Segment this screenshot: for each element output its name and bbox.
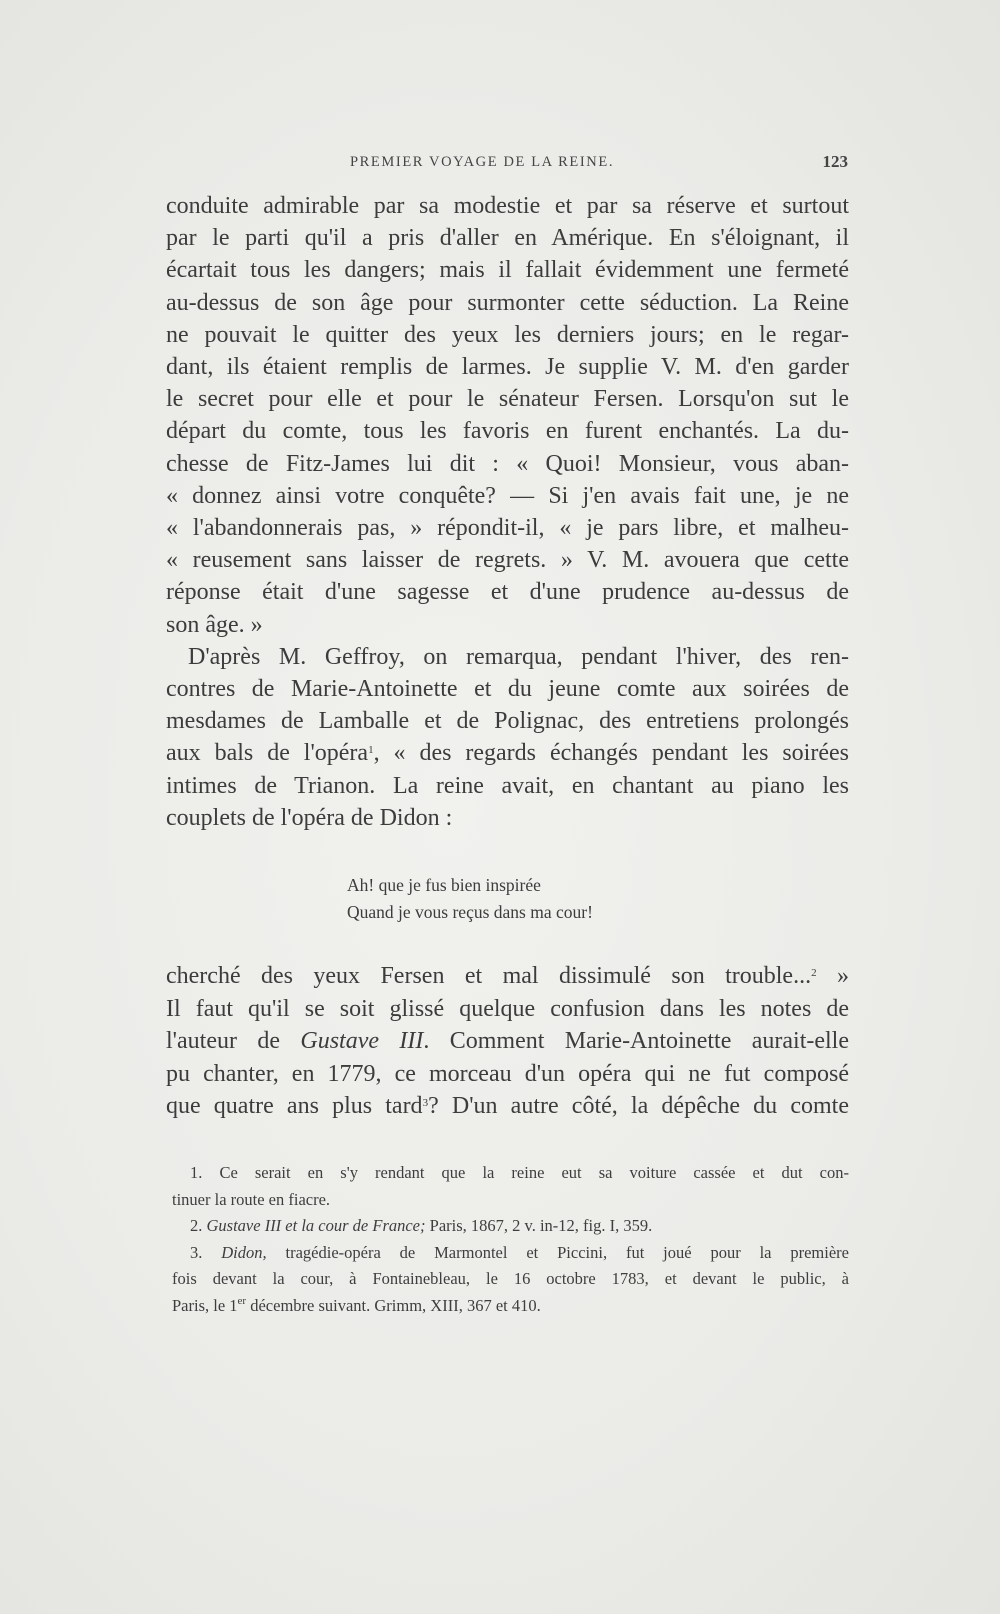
- running-title: PREMIER VOYAGE DE LA REINE.: [350, 154, 615, 170]
- text-fragment: Paris, le 1: [172, 1295, 238, 1315]
- footnote-ref: 3: [422, 1097, 429, 1109]
- text-fragment: cherché des yeux Fersen et mal dissimulé son trouble...: [166, 963, 812, 989]
- text-line: Il faut qu'il se soit glissé quelque confusion dans les notes de: [166, 995, 849, 1022]
- text-fragment: ? D'un autre côté, la dépêche du comte: [428, 1093, 849, 1119]
- text-line: « reusement sans laisser de regrets. » V. M. avouera que cette: [166, 547, 849, 574]
- text-line: réponse était d'une sagesse et d'une prudence au-dessus de: [166, 579, 849, 606]
- text-line: couplets de l'opéra de Didon :: [166, 804, 453, 831]
- text-fragment: que quatre ans plus tard: [166, 1093, 423, 1119]
- footnote-ref: 2: [811, 967, 817, 979]
- text-line: [166, 1025, 849, 1058]
- text-fragment: Paris, 1867, 2 v. in-12, fig. I, 359.: [425, 1216, 653, 1235]
- footnote-2: [172, 1213, 849, 1240]
- footnote-3: [172, 1240, 849, 1267]
- footnote-number: 2.: [190, 1216, 207, 1235]
- text-fragment: décembre suivant. Grimm, XIII, 367 et 410.: [246, 1295, 541, 1315]
- text-line: départ du comte, tous les favoris en furent enchantés. La du-: [166, 418, 849, 445]
- text-line: D'après M. Geffroy, on remarqua, pendant l'hiver, des ren-: [188, 643, 849, 670]
- text-line: mesdames de Lamballe et de Polignac, des entretiens prolongés: [166, 708, 849, 735]
- text-line: au-dessus de son âge pour surmonter cette séduction. La Reine: [166, 289, 849, 316]
- text-line: écartait tous les dangers; mais il fallait évidemment une fermeté: [166, 257, 849, 284]
- verse-line: Quand je vous reçus dans ma cour!: [347, 902, 593, 922]
- text-line: dant, ils étaient remplis de larmes. Je supplie V. M. d'en garder: [166, 354, 849, 381]
- text-line: son âge. »: [166, 611, 263, 638]
- text-line-with-footnote: [166, 960, 849, 993]
- footnote-3-cont: fois devant la cour, à Fontainebleau, le 16 octobre 1783, et devant le public, à: [172, 1269, 849, 1288]
- text-fragment: . Comment Marie-Antoinette aurait-elle: [423, 1028, 850, 1054]
- text-line: ne pouvait le quitter des yeux les derniers jours; en le regar-: [166, 321, 849, 348]
- text-line: intimes de Trianon. La reine avait, en chantant au piano les: [166, 772, 849, 799]
- work-title: Didon,: [221, 1242, 267, 1262]
- footnote-1-cont: tinuer la route en fiacre.: [172, 1189, 331, 1209]
- page-number: 123: [822, 152, 848, 171]
- footnotes: [172, 1160, 849, 1319]
- footnote-1: 1. Ce serait en s'y rendant que la reine eut sa voiture cassée et dut con-: [190, 1163, 849, 1182]
- text-line: conduite admirable par sa modestie et par sa réserve et surtout: [166, 193, 849, 219]
- work-title: Gustave III: [300, 1028, 424, 1054]
- text-line: pu chanter, en 1779, ce morceau d'un opéra qui ne fut composé: [166, 1060, 849, 1087]
- main-text-continued: [166, 960, 849, 1123]
- text-fragment: »: [816, 963, 849, 989]
- text-line: le secret pour elle et pour le sénateur Fersen. Lorsqu'on sut le: [166, 386, 849, 413]
- text-line-with-footnote: [166, 1090, 849, 1123]
- text-line: par le parti qu'il a pris d'aller en Amérique. En s'éloignant, il: [166, 225, 849, 252]
- text-fragment: aux bals de l'opéra: [166, 740, 369, 767]
- text-line-with-footnote: [166, 737, 849, 769]
- text-fragment: l'auteur de: [166, 1028, 301, 1054]
- main-text: [166, 190, 849, 834]
- footnote-number: 3.: [190, 1242, 222, 1262]
- footnote-3-cont: [172, 1293, 849, 1320]
- text-line: contres de Marie-Antoinette et du jeune comte aux soirées de: [166, 676, 849, 703]
- work-title: Gustave III et la cour de France;: [206, 1216, 426, 1235]
- verse-line: Ah! que je fus bien inspirée: [347, 875, 541, 895]
- running-head: [166, 152, 848, 178]
- verse-quotation: [347, 872, 593, 926]
- text-line: « donnez ainsi votre conquête? — Si j'en avais fait une, je ne: [166, 482, 849, 509]
- text-line: chesse de Fitz-James lui dit : « Quoi! Monsieur, vous aban-: [166, 450, 849, 477]
- footnote-ref: 1: [368, 744, 374, 757]
- text-fragment: , « des regards échangés pendant les soirées: [373, 740, 849, 767]
- text-line: « l'abandonnerais pas, » répondit-il, « je pars libre, et malheu-: [166, 515, 849, 542]
- superscript: er: [237, 1294, 247, 1307]
- text-fragment: tragédie-opéra de Marmontel et Piccini, fut joué pour la première: [266, 1242, 849, 1262]
